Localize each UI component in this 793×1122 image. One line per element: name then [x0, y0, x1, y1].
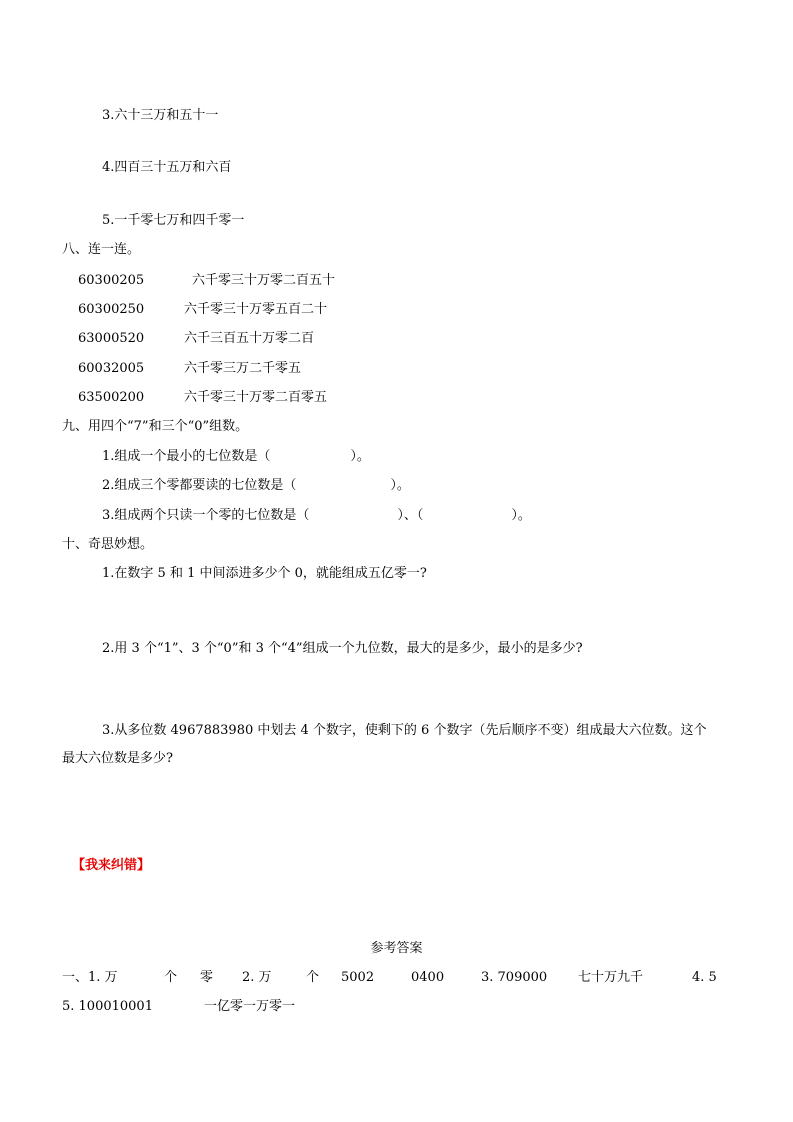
answer-1-3: 零	[200, 970, 214, 985]
section7-item-3: 3.六十三万和五十一	[102, 108, 219, 123]
answer-5-1: 5. 100010001	[62, 999, 153, 1014]
match-number-4: 60032005	[78, 361, 145, 376]
question-text: ）、（	[397, 508, 424, 523]
section9-question-1	[102, 449, 370, 465]
match-number-1: 60300205	[78, 273, 145, 288]
section9-heading: 九、用四个“7”和三个“0”组数。	[62, 419, 249, 434]
section10-question-3-line2: 最大六位数是多少?	[62, 751, 173, 766]
question-text: ）。	[511, 508, 531, 523]
answer-2-2: 个	[306, 970, 320, 985]
section7-item-4: 4.四百三十五万和六百	[102, 160, 232, 175]
match-word-2: 六千零三十万零五百二十	[184, 302, 328, 317]
answer-3-2: 七十万九千	[578, 970, 644, 985]
answer-4: 4. 5	[692, 970, 717, 985]
answer-1-1: 一、1. 万	[62, 970, 118, 985]
correction-heading: 【我来纠错】	[72, 858, 151, 873]
match-number-2: 60300250	[78, 302, 145, 317]
section10-question-2: 2.用 3 个“1”、3 个“0”和 3 个“4”组成一个九位数，最大的是多少，最小的是多少?	[102, 641, 583, 656]
question-text: ）。	[350, 449, 370, 464]
section10-question-1: 1.在数字 5 和 1 中间添进多少个 0，就能组成五亿零一?	[102, 566, 427, 581]
answer-2-3: 5002	[341, 970, 375, 985]
match-number-5: 63500200	[78, 390, 145, 405]
section9-question-2	[102, 478, 410, 494]
section10-question-3-line1: 3.从多位数 4967883980 中划去 4 个数字，使剩下的 6 个数字（先后顺序不变）组成最大六位数。这个	[102, 723, 707, 738]
question-text: 3.组成两个只读一个零的七位数是（	[102, 508, 310, 523]
match-number-3: 63000520	[78, 331, 145, 346]
answer-2-4: 0400	[411, 970, 445, 985]
match-word-1: 六千零三十万零二百五十	[192, 273, 336, 288]
match-word-3: 六千三百五十万零二百	[184, 331, 315, 346]
answers-title: 参考答案	[370, 941, 423, 956]
match-word-4: 六千零三万二千零五	[184, 361, 302, 376]
match-word-5: 六千零三十万零二百零五	[184, 390, 328, 405]
section7-item-5: 5.一千零七万和四千零一	[102, 213, 245, 228]
question-text: 2.组成三个零都要读的七位数是（	[102, 478, 297, 493]
answer-3-1: 3. 709000	[481, 970, 548, 985]
answer-1-2: 个	[164, 970, 178, 985]
question-text: 1.组成一个最小的七位数是（	[102, 449, 271, 464]
question-text: ）。	[390, 478, 410, 493]
section9-question-3	[102, 508, 531, 524]
section8-heading: 八、连一连。	[62, 242, 141, 257]
answer-2-1: 2. 万	[242, 970, 272, 985]
answer-5-2: 一亿零一万零一	[204, 999, 296, 1014]
section10-heading: 十、奇思妙想。	[62, 537, 154, 552]
